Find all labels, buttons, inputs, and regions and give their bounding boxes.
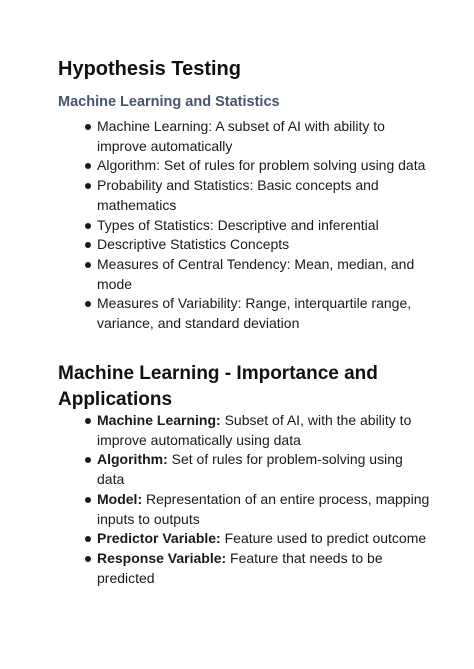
list-item-term: Model:: [97, 490, 143, 507]
bullet-icon: [85, 223, 91, 229]
stats-bullet-list: [97, 117, 432, 334]
list-item: Probability and Statistics: Basic concepts and mathematics: [97, 176, 432, 215]
list-item-term: Algorithm:: [97, 451, 168, 468]
list-item: Descriptive Statistics Concepts: [97, 235, 432, 255]
bullet-icon: [85, 262, 91, 268]
list-item-text: Representation of an entire process, mapping inputs to outputs: [97, 490, 430, 527]
bullet-icon: [85, 124, 91, 130]
list-item: Machine Learning: A subset of AI with ability to improve automatically: [97, 117, 432, 156]
list-item: Measures of Central Tendency: Mean, median, and mode: [97, 255, 432, 294]
list-item: [97, 549, 432, 588]
ml-bullet-list: [97, 411, 432, 588]
section-subtitle: Machine Learning and Statistics: [58, 94, 280, 110]
bullet-icon: [85, 242, 91, 248]
list-item: Measures of Variability: Range, interquartile range, variance, and standard deviation: [97, 294, 432, 333]
bullet-icon: [85, 536, 91, 542]
list-item-term: Predictor Variable:: [97, 530, 221, 547]
list-item-text: Set of rules for problem-solving using data: [97, 451, 403, 488]
bullet-icon: [85, 301, 91, 307]
list-item-text: Subset of AI, with the ability to improve automatically using data: [97, 412, 412, 448]
list-item-text: Feature that needs to be predicted: [97, 549, 383, 586]
list-item: [97, 529, 432, 549]
list-item-term: Response Variable:: [97, 549, 227, 566]
list-item: [97, 450, 432, 489]
page-title: Hypothesis Testing: [58, 58, 241, 80]
bullet-icon: [85, 183, 91, 189]
list-item: Types of Statistics: Descriptive and inferential: [97, 216, 432, 236]
bullet-icon: [85, 418, 91, 424]
list-item: [97, 490, 432, 529]
bullet-icon: [85, 556, 91, 562]
list-item: Algorithm: Set of rules for problem solving using data: [97, 156, 432, 176]
section-title: Machine Learning - Importance and Applications: [58, 363, 378, 410]
bullet-icon: [85, 497, 91, 503]
bullet-icon: [85, 163, 91, 169]
bullet-icon: [85, 457, 91, 463]
list-item: [97, 411, 432, 450]
list-item-text: Feature used to predict outcome: [220, 530, 427, 547]
list-item-term: Machine Learning:: [97, 412, 221, 428]
